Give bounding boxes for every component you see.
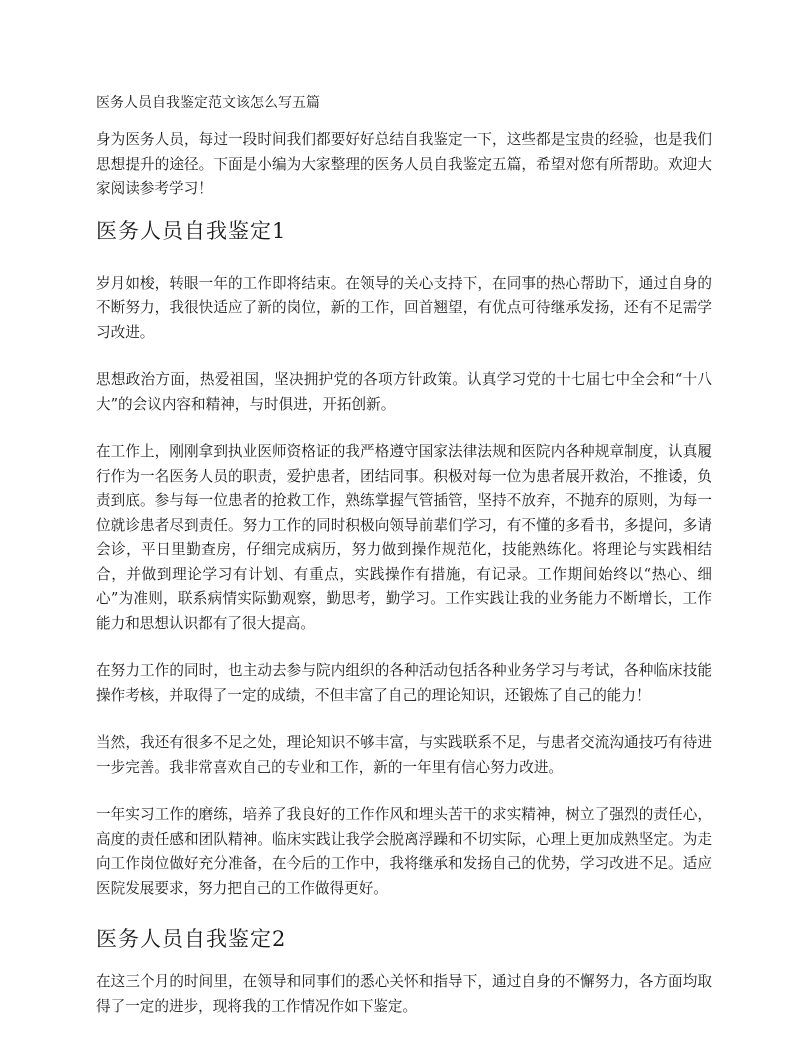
section-1-paragraph-6: 一年实习工作的磨练，培养了我良好的工作作风和埋头苦干的求实精神，树立了强烈的责任心，高度的责任感和团队精神。临床实践让我学会脱离浮躁和不切实际，心理上更加成熟坚定。为走向工作岗位做好充分准备，在今后的工作中，我将继承和发扬自己的优势，学习改进不足。适应医院发展要求，努力把自己的工作做得更好。 (96, 806, 712, 897)
document-page (96, 92, 712, 1042)
section-heading-2: 医务人员自我鉴定2 (96, 927, 287, 951)
intro-paragraph: 身为医务人员，每过一段时间我们都要好好总结自我鉴定一下，这些都是宝贵的经验，也是我们思想提升的途径。下面是小编为大家整理的医务人员自我鉴定五篇，希望对您有所帮助。欢迎大家阅读参考学习！ (96, 131, 712, 197)
section-1-paragraph-1: 岁月如梭，转眼一年的工作即将结束。在领导的关心支持下，在同事的热心帮助下，通过自身的不断努力，我很快适应了新的岗位，新的工作，回首翘望，有优点可待继承发扬，还有不足需学习改进。 (96, 274, 712, 341)
section-2-paragraph-1: 在这三个月的时间里，在领导和同事们的悉心关怀和指导下，通过自身的不懈努力，各方面均取得了一定的进步，现将我的工作情况作如下鉴定。 (96, 973, 712, 1015)
document-title: 医务人员自我鉴定范文该怎么写五篇 (96, 95, 320, 111)
section-1-paragraph-4: 在努力工作的同时，也主动去参与院内组织的各种活动包括各种业务学习与考试，各种临床技能操作考核，并取得了一定的成绩，不但丰富了自己的理论知识，还锻炼了自己的能力！ (96, 662, 712, 704)
section-1-paragraph-2: 思想政治方面，热爱祖国，坚决拥护党的各项方针政策。认真学习党的十七届七中全会和“十八大”的会议内容和精神，与时俱进，开拓创新。 (96, 371, 712, 413)
section-heading-1: 医务人员自我鉴定1 (96, 218, 287, 243)
section-1-paragraph-5: 当然，我还有很多不足之处，理论知识不够丰富，与实践联系不足，与患者交流沟通技巧有待进一步完善。我非常喜欢自己的专业和工作，新的一年里有信心努力改进。 (96, 734, 712, 776)
section-1-paragraph-3: 在工作上，刚刚拿到执业医师资格证的我严格遵守国家法律法规和医院内各种规章制度，认真履行作为一名医务人员的职责，爱护患者，团结同事。积极对每一位为患者展开救治，不推诿，负责到底。参与每一位患者的抢救工作，熟练掌握气管插管，坚持不放弃，不抛弃的原则，为每一位就诊患者尽到责任。努力工作的同时积极向领导前辈们学习，有不懂的多看书，多提问，多请会诊，平日里勤查房，仔细完成病历，努力做到操作规范化，技能熟练化。将理论与实践相结合，并做到理论学习有计划、有重点，实践操作有措施，有记录。工作期间始终以“热心、细心”为准则，联系病情实际勤观察，勤思考，勤学习。工作实践让我的业务能力不断增长，工作能力和思想认识都有了很大提高。 (96, 443, 712, 632)
